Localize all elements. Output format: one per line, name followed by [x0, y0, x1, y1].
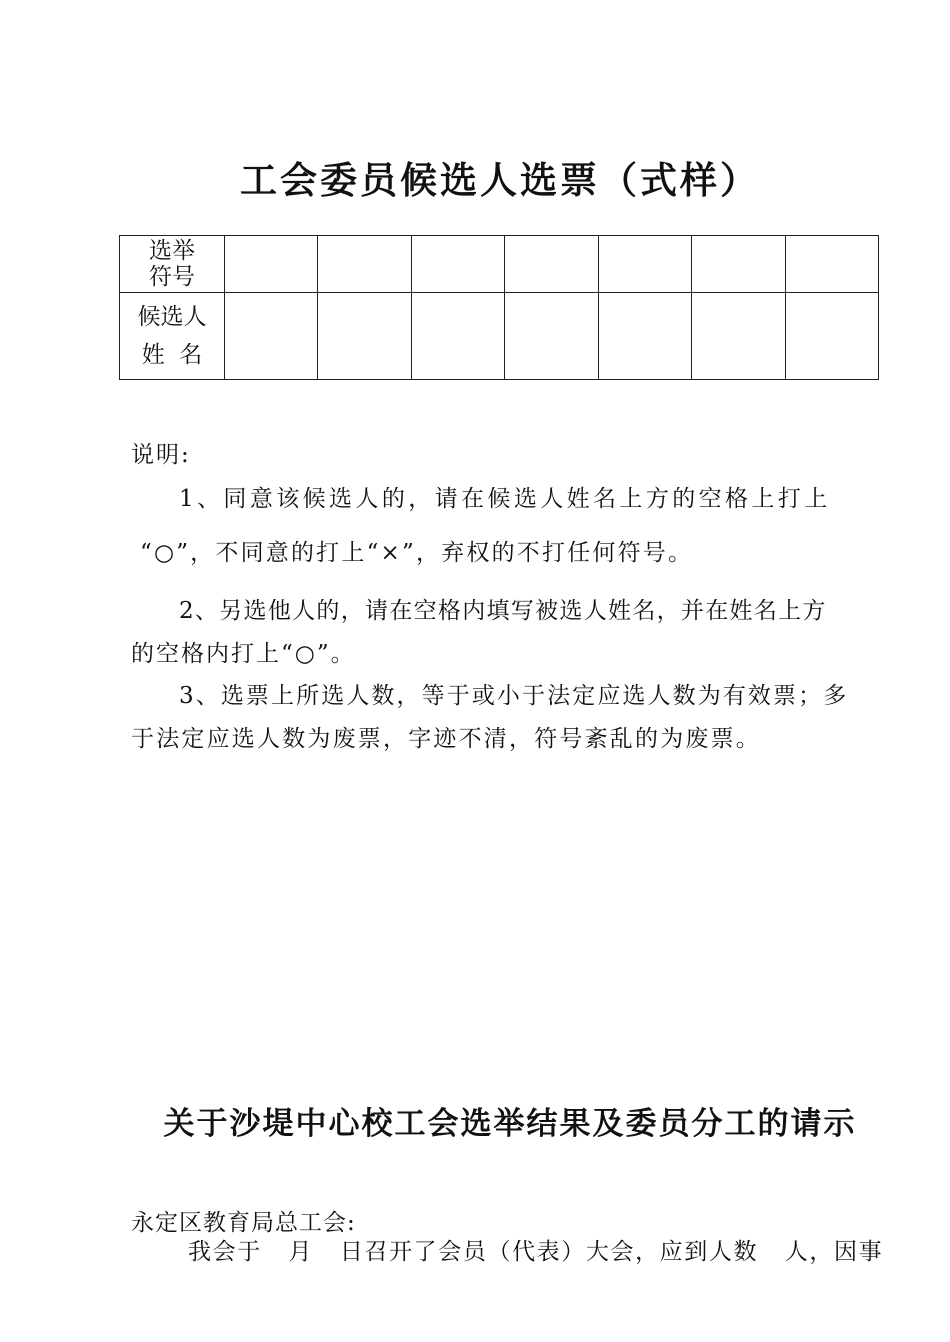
note-3-line-2: 于法定应选人数为废票，字迹不清，符号紊乱的为废票。 — [131, 726, 761, 752]
ballot-cell-symbol-6[interactable] — [692, 236, 785, 293]
ballot-cell-symbol-7[interactable] — [785, 236, 878, 293]
ballot-row-name — [120, 293, 879, 380]
ballot-cell-symbol-2[interactable] — [318, 236, 411, 293]
ballot-row-symbol — [120, 236, 879, 293]
ballot-cell-name-7[interactable] — [785, 293, 878, 380]
note-1-line-2: “○”，不同意的打上“×”，弃权的不打任何符号。 — [140, 540, 694, 566]
ballot-cell-symbol-4[interactable] — [505, 236, 598, 293]
ballot-cell-name-6[interactable] — [692, 293, 785, 380]
ballot-cell-name-4[interactable] — [505, 293, 598, 380]
ballot-table — [119, 235, 879, 380]
ballot-cell-name-5[interactable] — [598, 293, 691, 380]
ballot-cell-symbol-5[interactable] — [598, 236, 691, 293]
ballot-header-name: 候选人 姓 名 — [120, 293, 225, 380]
note-3-line-1: 3、选票上所选人数，等于或小于法定应选人数为有效票；多 — [179, 683, 849, 709]
note-1-line-1: 1、同意该候选人的，请在候选人姓名上方的空格上打上 — [179, 486, 831, 512]
note-2-line-1: 2、另选他人的，请在空格内填写被选人姓名，并在姓名上方 — [179, 598, 827, 624]
ballot-cell-symbol-3[interactable] — [411, 236, 504, 293]
notes-heading: 说明: — [131, 442, 191, 468]
ballot-title: 工会委员候选人选票（式样） — [240, 159, 760, 202]
request-addressee: 永定区教育局总工会: — [131, 1210, 356, 1236]
ballot-header-symbol: 选举 符号 — [120, 236, 225, 293]
ballot-cell-symbol-1[interactable] — [225, 236, 318, 293]
request-body-line-1: 我会于 月 日召开了会员（代表）大会，应到人数 人，因事 — [188, 1239, 884, 1265]
request-title: 关于沙堤中心校工会选举结果及委员分工的请示 — [163, 1106, 857, 1142]
note-2-line-2: 的空格内打上“○”。 — [131, 641, 356, 667]
ballot-cell-name-3[interactable] — [411, 293, 504, 380]
ballot-cell-name-1[interactable] — [225, 293, 318, 380]
ballot-cell-name-2[interactable] — [318, 293, 411, 380]
